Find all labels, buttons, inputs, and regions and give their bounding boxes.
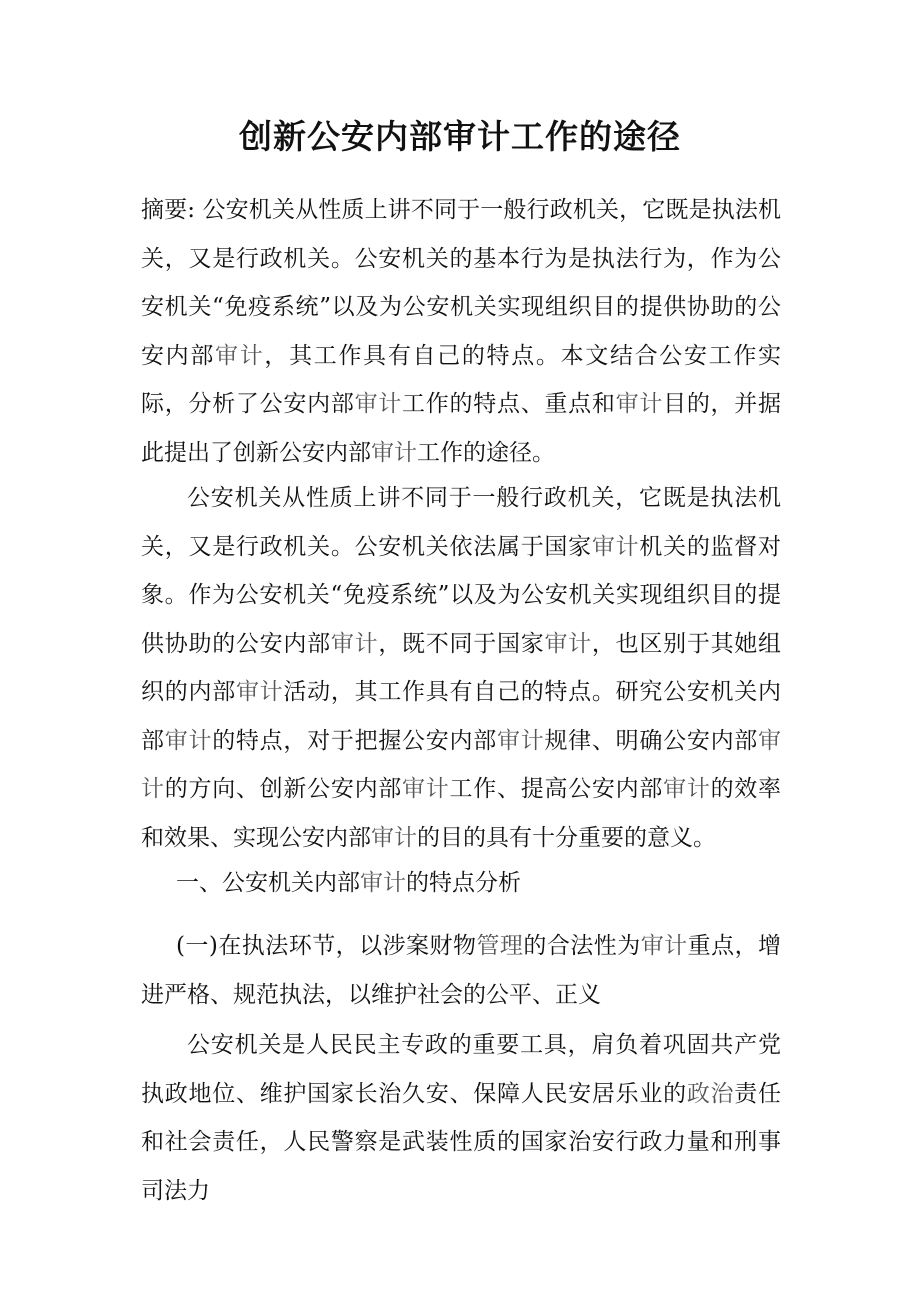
section-heading: 一、公安机关内部审计的特点分析 [176, 870, 521, 896]
body-paragraph: 公安机关是人民民主专政的重要工具，肩负着巩固共产党执政地位、维护国家长治久安、保障人民安居乐业的政治责任和社会责任，人民警察是武装性质的国家治安行政力量和刑事司法力 [141, 1032, 782, 1204]
abstract-paragraph [141, 186, 781, 477]
document-title: 创新公安内部审计工作的途径 [239, 117, 681, 156]
subsection-heading: (一)在执法环节，以涉案财物管理的合法性为审计重点，增进严格、规范执法，以维护社会的公平、正义 [141, 933, 782, 1008]
abstract-text: 公安机关从性质上讲不同于一般行政机关，它既是执法机关，又是行政机关。公安机关的基本行为是执法行为，作为公安机关“免疫系统”以及为公安机关实现组织目的提供协助的公安内部审计，其工作具有自己的特点。本文结合公安工作实际，分析了公安内部审计工作的特点、重点和审计目的，并据此提出了创新公安内部审计工作的途径。 [141, 197, 782, 466]
abstract-label: 摘要: [141, 197, 196, 223]
intro-paragraph: 公安机关从性质上讲不同于一般行政机关，它既是执法机关，又是行政机关。公安机关依法属于国家审计机关的监督对象。作为公安机关“免疫系统”以及为公安机关实现组织目的提供协助的公安内部审计，既不同于国家审计，也区别于其她组织的内部审计活动，其工作具有自己的特点。研究公安机关内部审计的特点，对于把握公安内部审计规律、明确公安内部审计的方向、创新公安内部审计工作、提高公安内部审计的效率和效果、实现公安内部审计的目的具有十分重要的意义。 [141, 485, 782, 851]
